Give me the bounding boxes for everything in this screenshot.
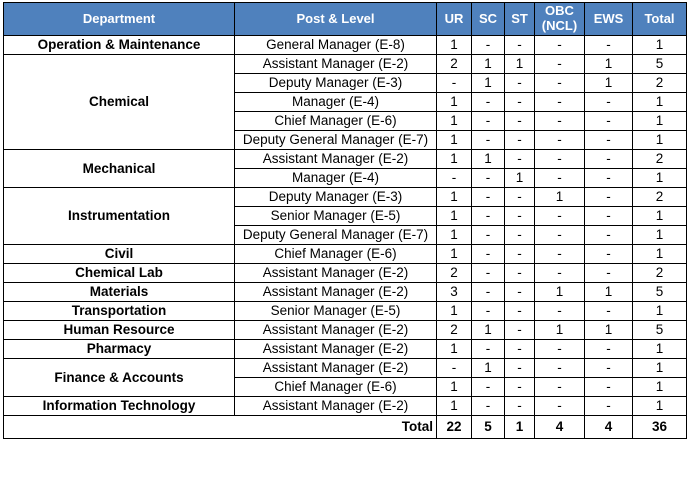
- department-cell: Human Resource: [4, 321, 235, 340]
- post-cell: Deputy General Manager (E-7): [235, 131, 437, 150]
- post-cell: Manager (E-4): [235, 93, 437, 112]
- st-cell: 1: [505, 169, 535, 188]
- post-cell: Senior Manager (E-5): [235, 207, 437, 226]
- sc-cell: 1: [472, 321, 505, 340]
- table-row: [4, 188, 687, 207]
- table-body: [4, 36, 687, 416]
- table-row: [4, 321, 687, 340]
- st-cell: -: [505, 340, 535, 359]
- ews-cell: 1: [585, 55, 633, 74]
- st-cell: -: [505, 188, 535, 207]
- totals-obc: 4: [535, 416, 585, 439]
- department-cell: Information Technology: [4, 397, 235, 416]
- post-cell: Chief Manager (E-6): [235, 378, 437, 397]
- total-cell: 1: [633, 302, 687, 321]
- obc-cell: -: [535, 245, 585, 264]
- obc-cell: 1: [535, 321, 585, 340]
- sc-cell: -: [472, 36, 505, 55]
- table-row: [4, 150, 687, 169]
- post-cell: Assistant Manager (E-2): [235, 340, 437, 359]
- totals-ews: 4: [585, 416, 633, 439]
- table-row: [4, 340, 687, 359]
- st-cell: -: [505, 264, 535, 283]
- obc-cell: -: [535, 378, 585, 397]
- total-cell: 1: [633, 397, 687, 416]
- st-cell: -: [505, 378, 535, 397]
- post-cell: Deputy Manager (E-3): [235, 74, 437, 93]
- sc-cell: -: [472, 397, 505, 416]
- header-ews: EWS: [585, 3, 633, 36]
- sc-cell: -: [472, 188, 505, 207]
- st-cell: -: [505, 93, 535, 112]
- ur-cell: 1: [437, 397, 472, 416]
- totals-ur: 22: [437, 416, 472, 439]
- ews-cell: -: [585, 36, 633, 55]
- total-cell: 2: [633, 150, 687, 169]
- sc-cell: -: [472, 207, 505, 226]
- header-row: [4, 3, 687, 36]
- ews-cell: 1: [585, 283, 633, 302]
- post-cell: Assistant Manager (E-2): [235, 55, 437, 74]
- obc-cell: -: [535, 226, 585, 245]
- ur-cell: 2: [437, 321, 472, 340]
- table-row: [4, 397, 687, 416]
- post-cell: Assistant Manager (E-2): [235, 150, 437, 169]
- obc-cell: -: [535, 302, 585, 321]
- ews-cell: -: [585, 302, 633, 321]
- ews-cell: -: [585, 150, 633, 169]
- ews-cell: -: [585, 264, 633, 283]
- totals-row: [4, 416, 687, 439]
- total-cell: 1: [633, 359, 687, 378]
- st-cell: -: [505, 302, 535, 321]
- post-cell: Chief Manager (E-6): [235, 245, 437, 264]
- st-cell: -: [505, 359, 535, 378]
- sc-cell: 1: [472, 74, 505, 93]
- st-cell: 1: [505, 55, 535, 74]
- department-cell: Operation & Maintenance: [4, 36, 235, 55]
- ur-cell: 1: [437, 207, 472, 226]
- department-cell: Civil: [4, 245, 235, 264]
- ews-cell: -: [585, 359, 633, 378]
- st-cell: -: [505, 321, 535, 340]
- total-cell: 1: [633, 112, 687, 131]
- ews-cell: -: [585, 378, 633, 397]
- ews-cell: -: [585, 93, 633, 112]
- ur-cell: 2: [437, 264, 472, 283]
- ur-cell: 1: [437, 131, 472, 150]
- total-cell: 1: [633, 340, 687, 359]
- total-cell: 1: [633, 93, 687, 112]
- total-cell: 1: [633, 245, 687, 264]
- total-cell: 2: [633, 264, 687, 283]
- obc-cell: -: [535, 207, 585, 226]
- ur-cell: 1: [437, 226, 472, 245]
- st-cell: -: [505, 207, 535, 226]
- sc-cell: -: [472, 302, 505, 321]
- total-cell: 1: [633, 131, 687, 150]
- sc-cell: -: [472, 264, 505, 283]
- header-total: Total: [633, 3, 687, 36]
- post-cell: Deputy General Manager (E-7): [235, 226, 437, 245]
- st-cell: -: [505, 397, 535, 416]
- totals-label: Total: [4, 416, 437, 439]
- obc-cell: -: [535, 359, 585, 378]
- ews-cell: -: [585, 169, 633, 188]
- post-cell: Assistant Manager (E-2): [235, 359, 437, 378]
- ur-cell: 1: [437, 36, 472, 55]
- header-sc: SC: [472, 3, 505, 36]
- total-cell: 1: [633, 207, 687, 226]
- ews-cell: 1: [585, 321, 633, 340]
- obc-cell: -: [535, 93, 585, 112]
- sc-cell: -: [472, 226, 505, 245]
- post-cell: Manager (E-4): [235, 169, 437, 188]
- ews-cell: -: [585, 188, 633, 207]
- sc-cell: 1: [472, 150, 505, 169]
- ews-cell: -: [585, 131, 633, 150]
- header-post-level: Post & Level: [235, 3, 437, 36]
- total-cell: 5: [633, 55, 687, 74]
- obc-cell: -: [535, 397, 585, 416]
- ur-cell: -: [437, 74, 472, 93]
- ur-cell: -: [437, 169, 472, 188]
- sc-cell: -: [472, 131, 505, 150]
- st-cell: -: [505, 112, 535, 131]
- totals-sc: 5: [472, 416, 505, 439]
- table-row: [4, 302, 687, 321]
- post-cell: General Manager (E-8): [235, 36, 437, 55]
- sc-cell: -: [472, 112, 505, 131]
- obc-cell: -: [535, 150, 585, 169]
- ews-cell: -: [585, 207, 633, 226]
- totals-total: 36: [633, 416, 687, 439]
- department-cell: Chemical Lab: [4, 264, 235, 283]
- post-cell: Senior Manager (E-5): [235, 302, 437, 321]
- table-row: [4, 264, 687, 283]
- table-row: [4, 36, 687, 55]
- obc-cell: -: [535, 112, 585, 131]
- header-department: Department: [4, 3, 235, 36]
- st-cell: -: [505, 150, 535, 169]
- header-ur: UR: [437, 3, 472, 36]
- ews-cell: 1: [585, 74, 633, 93]
- post-cell: Assistant Manager (E-2): [235, 397, 437, 416]
- ews-cell: -: [585, 245, 633, 264]
- sc-cell: -: [472, 93, 505, 112]
- post-cell: Assistant Manager (E-2): [235, 264, 437, 283]
- obc-cell: 1: [535, 188, 585, 207]
- sc-cell: 1: [472, 359, 505, 378]
- st-cell: -: [505, 283, 535, 302]
- ur-cell: 2: [437, 55, 472, 74]
- ur-cell: 1: [437, 245, 472, 264]
- department-cell: Instrumentation: [4, 188, 235, 245]
- st-cell: -: [505, 36, 535, 55]
- sc-cell: -: [472, 169, 505, 188]
- table-row: [4, 55, 687, 74]
- ur-cell: 1: [437, 378, 472, 397]
- ur-cell: 1: [437, 93, 472, 112]
- department-cell: Mechanical: [4, 150, 235, 188]
- ur-cell: 1: [437, 112, 472, 131]
- vacancy-table: [3, 2, 687, 439]
- sc-cell: -: [472, 378, 505, 397]
- department-cell: Materials: [4, 283, 235, 302]
- post-cell: Chief Manager (E-6): [235, 112, 437, 131]
- sc-cell: -: [472, 245, 505, 264]
- ews-cell: -: [585, 226, 633, 245]
- sc-cell: 1: [472, 55, 505, 74]
- total-cell: 1: [633, 226, 687, 245]
- obc-cell: -: [535, 264, 585, 283]
- post-cell: Assistant Manager (E-2): [235, 283, 437, 302]
- obc-cell: 1: [535, 283, 585, 302]
- total-cell: 2: [633, 74, 687, 93]
- total-cell: 1: [633, 169, 687, 188]
- ur-cell: 1: [437, 302, 472, 321]
- ews-cell: -: [585, 397, 633, 416]
- department-cell: Transportation: [4, 302, 235, 321]
- table-row: [4, 359, 687, 378]
- ur-cell: 1: [437, 340, 472, 359]
- obc-cell: -: [535, 74, 585, 93]
- ews-cell: -: [585, 340, 633, 359]
- total-cell: 1: [633, 378, 687, 397]
- st-cell: -: [505, 74, 535, 93]
- st-cell: -: [505, 226, 535, 245]
- sc-cell: -: [472, 283, 505, 302]
- st-cell: -: [505, 131, 535, 150]
- total-cell: 5: [633, 321, 687, 340]
- total-cell: 2: [633, 188, 687, 207]
- totals-st: 1: [505, 416, 535, 439]
- st-cell: -: [505, 245, 535, 264]
- table-row: [4, 283, 687, 302]
- post-cell: Assistant Manager (E-2): [235, 321, 437, 340]
- obc-cell: -: [535, 131, 585, 150]
- obc-cell: -: [535, 169, 585, 188]
- department-cell: Chemical: [4, 55, 235, 150]
- department-cell: Finance & Accounts: [4, 359, 235, 397]
- header-obc: OBC (NCL): [535, 3, 585, 36]
- ur-cell: 3: [437, 283, 472, 302]
- obc-cell: -: [535, 55, 585, 74]
- ews-cell: -: [585, 112, 633, 131]
- post-cell: Deputy Manager (E-3): [235, 188, 437, 207]
- department-cell: Pharmacy: [4, 340, 235, 359]
- table-row: [4, 245, 687, 264]
- ur-cell: -: [437, 359, 472, 378]
- ur-cell: 1: [437, 150, 472, 169]
- sc-cell: -: [472, 340, 505, 359]
- header-st: ST: [505, 3, 535, 36]
- total-cell: 1: [633, 36, 687, 55]
- obc-cell: -: [535, 36, 585, 55]
- obc-cell: -: [535, 340, 585, 359]
- total-cell: 5: [633, 283, 687, 302]
- ur-cell: 1: [437, 188, 472, 207]
